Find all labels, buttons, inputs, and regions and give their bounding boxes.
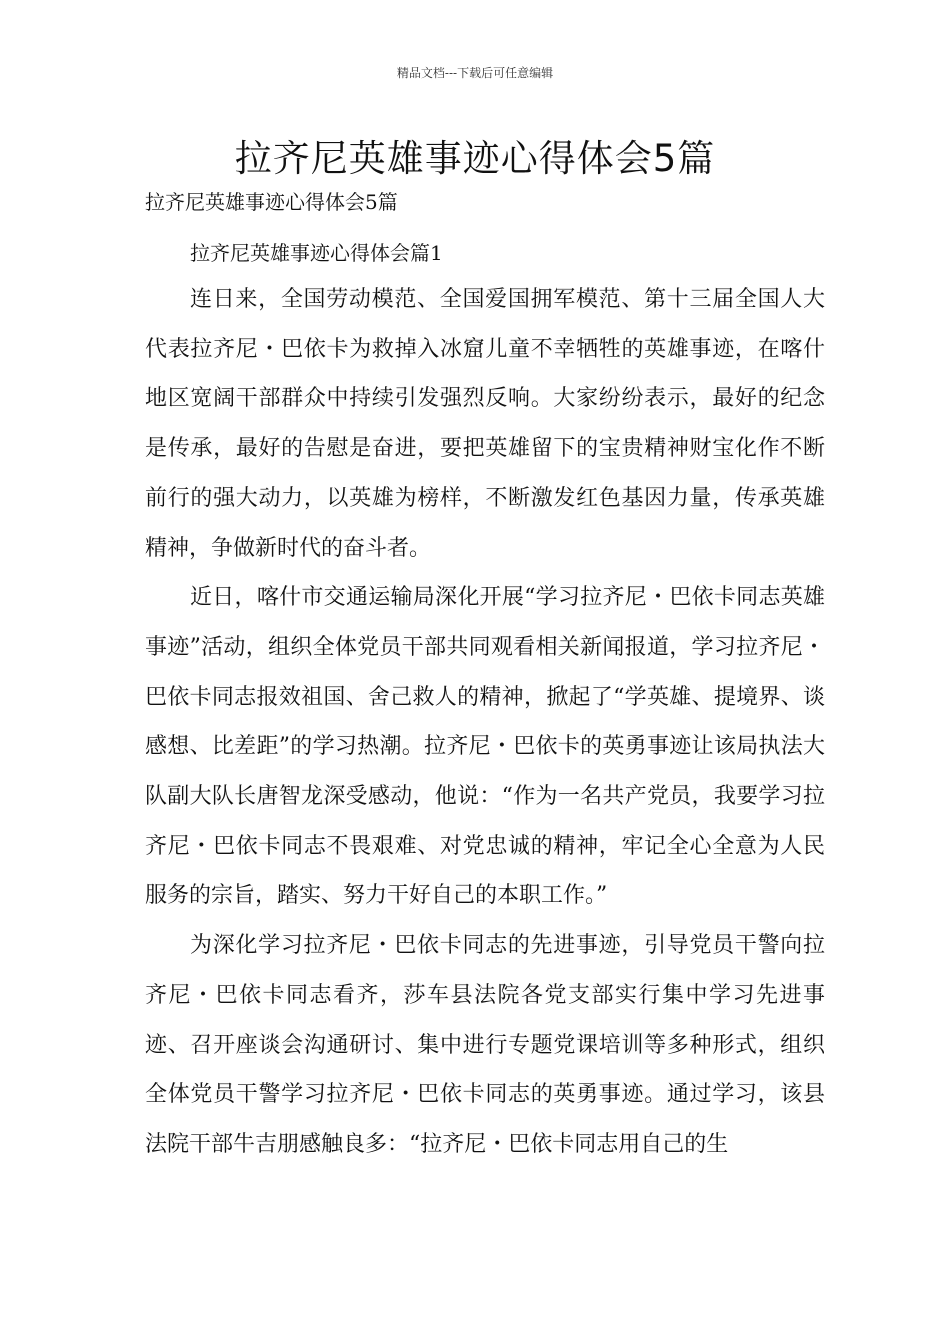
section-heading: 拉齐尼英雄事迹心得体会篇1 [190,241,443,265]
document-title: 拉齐尼英雄事迹心得体会5篇 [234,137,716,180]
document-body [145,275,825,1170]
body-paragraph-3: 为深化学习拉齐尼・巴依卡同志的先进事迹，引导党员干警向拉齐尼・巴依卡同志看齐，莎车县法院各党支部实行集中学习先进事迹、召开座谈会沟通研讨、集中进行专题党课培训等多种形式，组织全体党员干警学习拉齐尼・巴依卡同志的英勇事迹。通过学习，该县法院干部牛吉朋感触良多：“拉齐尼・巴依卡同志用自己的生 [145,933,825,1157]
body-paragraph-2: 近日，喀什市交通运输局深化开展“学习拉齐尼・巴依卡同志英雄事迹”活动，组织全体党员干部共同观看相关新闻报道，学习拉齐尼・巴依卡同志报效祖国、舍己救人的精神，掀起了“学英雄、提境界、谈感想、比差距”的学习热潮。拉齐尼・巴依卡的英勇事迹让该局执法大队副大队长唐智龙深受感动，他说：“作为一名共产党员，我要学习拉齐尼・巴依卡同志不畏艰难、对党忠诚的精神，牢记全心全意为人民服务的宗旨，踏实、努力干好自己的本职工作。” [145,585,825,909]
body-paragraph-1: 连日来，全国劳动模范、全国爱国拥军模范、第十三届全国人大代表拉齐尼・巴依卡为救掉入冰窟儿童不幸牺牲的英雄事迹，在喀什地区宽阔干部群众中持续引发强烈反响。大家纷纷表示，最好的纪念是传承，最好的告慰是奋进，要把英雄留下的宝贵精神财宝化作不断前行的强大动力，以英雄为榜样，不断激发红色基因力量，传承英雄精神，争做新时代的奋斗者。 [145,287,825,561]
document-subtitle: 拉齐尼英雄事迹心得体会5篇 [145,190,398,214]
page-header-note: 精品文档---下载后可任意编辑 [396,66,554,80]
